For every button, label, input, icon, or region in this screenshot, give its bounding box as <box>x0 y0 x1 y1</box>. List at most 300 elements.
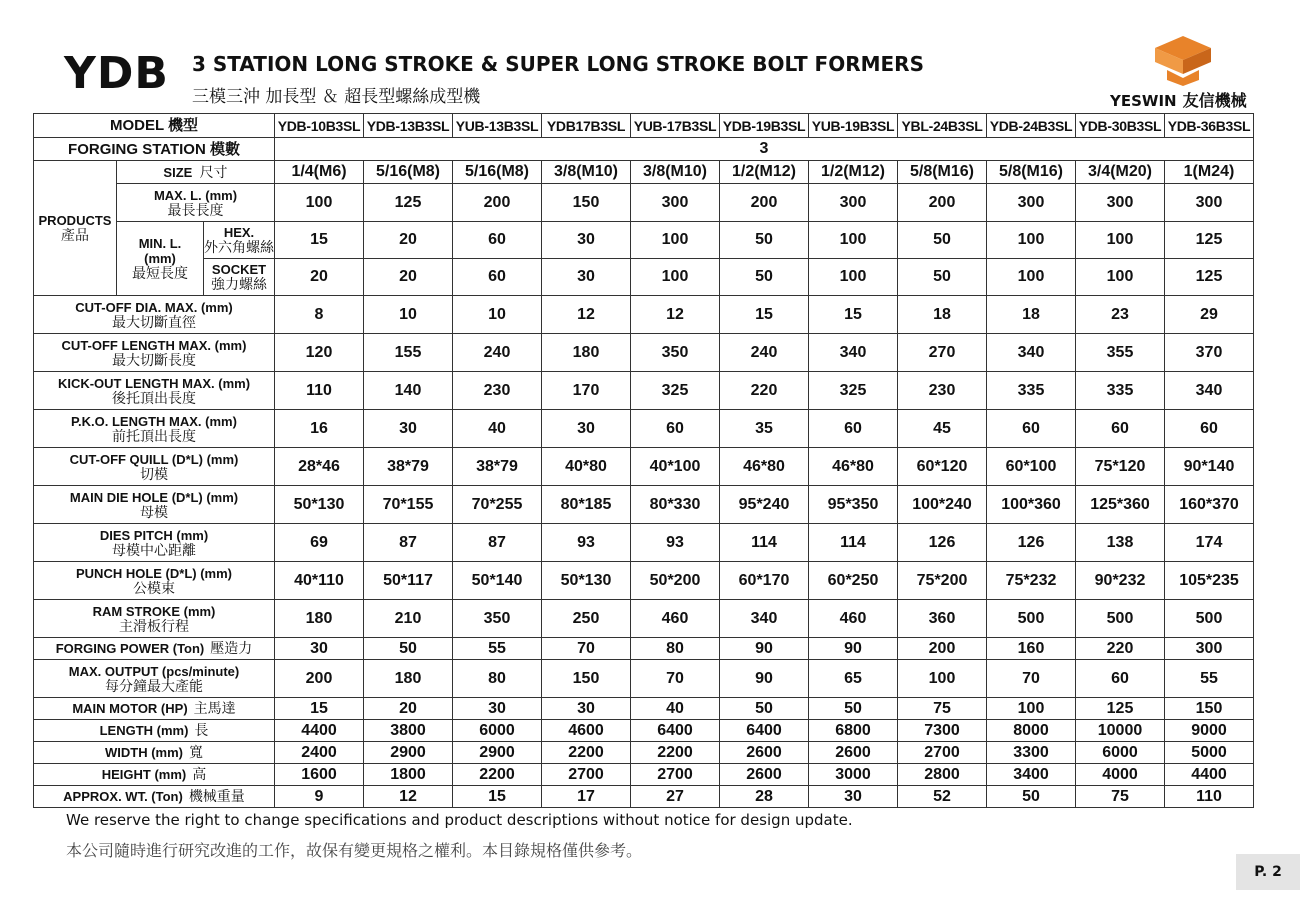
size-cell-2: 5/16(M8) <box>364 161 453 184</box>
max-l-cell-1: 100 <box>275 184 364 222</box>
spec-row-label-zh: 公模束 <box>133 579 175 596</box>
spec-row-label-zh: 每分鐘最大產能 <box>105 677 203 694</box>
spec-row <box>34 660 1300 698</box>
spec-cell-10: 138 <box>1076 524 1165 562</box>
spec-row-label-en: MAIN DIE HOLE (D*L) (mm) <box>69 489 239 505</box>
spec-cell-3: 50*140 <box>453 562 542 600</box>
spec-cell-8: 100 <box>898 660 987 698</box>
spec-row <box>34 296 1300 334</box>
spec-cell-11: 105*235 <box>1165 562 1254 600</box>
hex-label-zh: 外六角螺絲 <box>204 239 274 255</box>
spec-cell-9: 160 <box>987 638 1076 660</box>
size-label-zh: 尺寸 <box>199 163 228 180</box>
spec-cell-4: 93 <box>542 524 631 562</box>
spec-cell-11: 110 <box>1165 786 1254 808</box>
spec-cell-11: 5000 <box>1165 742 1254 764</box>
spec-row <box>34 638 1300 660</box>
spec-cell-7: 60 <box>809 410 898 448</box>
spec-cell-8: 270 <box>898 334 987 372</box>
size-label <box>117 161 275 184</box>
hex-cell-2: 20 <box>364 222 453 259</box>
spec-row-label <box>34 720 275 742</box>
socket-cell-10: 100 <box>1076 259 1165 296</box>
spec-cell-3: 240 <box>453 334 542 372</box>
spec-cell-10: 75 <box>1076 786 1165 808</box>
spec-cell-6: 240 <box>720 334 809 372</box>
spec-cell-6: 50 <box>720 698 809 720</box>
spec-cell-10: 4000 <box>1076 764 1165 786</box>
spec-row <box>34 562 1300 600</box>
page-title: 3 STATION LONG STROKE & SUPER LONG STROKE BOLT FORMERS <box>192 52 924 76</box>
spec-cell-11: 55 <box>1165 660 1254 698</box>
spec-cell-4: 30 <box>542 410 631 448</box>
yeswin-logo-icon <box>1153 34 1213 86</box>
spec-cell-3: 70*255 <box>453 486 542 524</box>
socket-cell-5: 100 <box>631 259 720 296</box>
spec-row-label-zh: 切模 <box>140 465 168 482</box>
spec-cell-2: 210 <box>364 600 453 638</box>
spec-cell-10: 60 <box>1076 660 1165 698</box>
spec-cell-1: 1600 <box>275 764 364 786</box>
size-cell-9: 5/8(M16) <box>987 161 1076 184</box>
spec-cell-2: 10 <box>364 296 453 334</box>
spec-cell-5: 12 <box>631 296 720 334</box>
spec-cell-11: 60 <box>1165 410 1254 448</box>
socket-cell-8: 50 <box>898 259 987 296</box>
spec-row-label-en: FORGING POWER (Ton) <box>55 641 205 656</box>
spec-row-label-en: P.K.O. LENGTH MAX. (mm) <box>71 413 237 429</box>
spec-cell-5: 70 <box>631 660 720 698</box>
model-header-1: YDB-10B3SL <box>275 114 364 138</box>
spec-row-label <box>34 296 275 334</box>
spec-cell-10: 500 <box>1076 600 1165 638</box>
spec-table <box>33 113 1300 808</box>
spec-cell-4: 4600 <box>542 720 631 742</box>
disclaimer-en: We reserve the right to change specifications and product descriptions without notice for design update. <box>66 811 853 829</box>
socket-label <box>204 259 275 296</box>
spec-cell-10: 10000 <box>1076 720 1165 742</box>
spec-row-label-zh: 主馬達 <box>193 700 236 716</box>
spec-row-label-en: MAX. OUTPUT (pcs/minute) <box>68 663 240 679</box>
spec-cell-5: 40 <box>631 698 720 720</box>
spec-cell-10: 75*120 <box>1076 448 1165 486</box>
max-l-label-en: MAX. L. (mm) <box>153 187 238 203</box>
size-cell-4: 3/8(M10) <box>542 161 631 184</box>
spec-cell-1: 8 <box>275 296 364 334</box>
spec-cell-8: 75*200 <box>898 562 987 600</box>
spec-cell-9: 75*232 <box>987 562 1076 600</box>
spec-cell-5: 80*330 <box>631 486 720 524</box>
max-l-cell-7: 300 <box>809 184 898 222</box>
spec-cell-2: 180 <box>364 660 453 698</box>
socket-cell-4: 30 <box>542 259 631 296</box>
max-l-cell-8: 200 <box>898 184 987 222</box>
spec-row-label-zh: 前托頂出長度 <box>112 427 196 444</box>
spec-cell-10: 335 <box>1076 372 1165 410</box>
spec-cell-1: 30 <box>275 638 364 660</box>
spec-cell-6: 95*240 <box>720 486 809 524</box>
spec-cell-9: 335 <box>987 372 1076 410</box>
socket-label-en: SOCKET <box>211 262 267 277</box>
spec-cell-10: 6000 <box>1076 742 1165 764</box>
min-l-label-zh: 最短長度 <box>132 265 188 281</box>
spec-cell-1: 110 <box>275 372 364 410</box>
spec-cell-7: 90 <box>809 638 898 660</box>
company-name-zh: 友信機械 <box>1182 91 1247 110</box>
spec-cell-4: 12 <box>542 296 631 334</box>
spec-cell-8: 2700 <box>898 742 987 764</box>
socket-label-zh: 強力螺絲 <box>211 276 267 292</box>
spec-cell-4: 40*80 <box>542 448 631 486</box>
spec-cell-3: 80 <box>453 660 542 698</box>
spec-cell-2: 20 <box>364 698 453 720</box>
spec-cell-5: 6400 <box>631 720 720 742</box>
spec-cell-6: 114 <box>720 524 809 562</box>
spec-cell-8: 45 <box>898 410 987 448</box>
spec-row-label-en: MAIN MOTOR (HP) <box>72 701 188 716</box>
socket-cell-1: 20 <box>275 259 364 296</box>
spec-cell-8: 2800 <box>898 764 987 786</box>
spec-cell-3: 87 <box>453 524 542 562</box>
spec-row-label-en: KICK-OUT LENGTH MAX. (mm) <box>57 375 251 391</box>
spec-cell-9: 3300 <box>987 742 1076 764</box>
max-l-cell-10: 300 <box>1076 184 1165 222</box>
spec-row <box>34 600 1300 638</box>
max-l-cell-5: 300 <box>631 184 720 222</box>
spec-cell-10: 125*360 <box>1076 486 1165 524</box>
spec-cell-4: 150 <box>542 660 631 698</box>
spec-row-label <box>34 410 275 448</box>
spec-row <box>34 372 1300 410</box>
max-l-cell-2: 125 <box>364 184 453 222</box>
spec-cell-5: 2700 <box>631 764 720 786</box>
spec-cell-3: 2900 <box>453 742 542 764</box>
spec-cell-4: 180 <box>542 334 631 372</box>
spec-row-label <box>34 486 275 524</box>
spec-cell-4: 80*185 <box>542 486 631 524</box>
spec-cell-8: 18 <box>898 296 987 334</box>
spec-cell-4: 2700 <box>542 764 631 786</box>
model-header-4: YDB17B3SL <box>542 114 631 138</box>
spec-row-label-en: DIES PITCH (mm) <box>99 527 209 543</box>
spec-cell-7: 325 <box>809 372 898 410</box>
spec-cell-5: 27 <box>631 786 720 808</box>
spec-cell-2: 12 <box>364 786 453 808</box>
spec-row-label-en: CUT-OFF QUILL (D*L) (mm) <box>69 451 239 467</box>
size-cell-11: 1(M24) <box>1165 161 1254 184</box>
hex-cell-10: 100 <box>1076 222 1165 259</box>
spec-cell-11: 370 <box>1165 334 1254 372</box>
spec-cell-1: 50*130 <box>275 486 364 524</box>
socket-cell-11: 125 <box>1165 259 1254 296</box>
model-header-10: YDB-30B3SL <box>1076 114 1165 138</box>
spec-cell-6: 46*80 <box>720 448 809 486</box>
max-l-cell-6: 200 <box>720 184 809 222</box>
spec-cell-2: 38*79 <box>364 448 453 486</box>
spec-cell-6: 90 <box>720 660 809 698</box>
hex-cell-9: 100 <box>987 222 1076 259</box>
page-number: P. 2 <box>1236 854 1300 890</box>
spec-cell-2: 87 <box>364 524 453 562</box>
spec-cell-7: 6800 <box>809 720 898 742</box>
spec-cell-9: 100 <box>987 698 1076 720</box>
socket-cell-2: 20 <box>364 259 453 296</box>
spec-cell-4: 250 <box>542 600 631 638</box>
hex-cell-6: 50 <box>720 222 809 259</box>
spec-row-label-zh: 壓造力 <box>210 640 253 656</box>
spec-row <box>34 486 1300 524</box>
spec-row-label-zh: 寬 <box>189 744 203 760</box>
spec-cell-10: 90*232 <box>1076 562 1165 600</box>
spec-cell-8: 126 <box>898 524 987 562</box>
max-l-cell-9: 300 <box>987 184 1076 222</box>
spec-cell-11: 9000 <box>1165 720 1254 742</box>
spec-cell-7: 50 <box>809 698 898 720</box>
max-l-cell-3: 200 <box>453 184 542 222</box>
hex-row <box>34 222 1300 259</box>
spec-cell-9: 50 <box>987 786 1076 808</box>
socket-row <box>34 259 1300 296</box>
spec-cell-5: 80 <box>631 638 720 660</box>
spec-cell-9: 18 <box>987 296 1076 334</box>
spec-cell-5: 60 <box>631 410 720 448</box>
spec-cell-2: 50*117 <box>364 562 453 600</box>
model-header-5: YUB-17B3SL <box>631 114 720 138</box>
spec-cell-7: 60*250 <box>809 562 898 600</box>
size-cell-5: 3/8(M10) <box>631 161 720 184</box>
spec-cell-2: 2900 <box>364 742 453 764</box>
spec-cell-11: 90*140 <box>1165 448 1254 486</box>
spec-row <box>34 334 1300 372</box>
spec-cell-2: 1800 <box>364 764 453 786</box>
disclaimer-zh: 本公司隨時進行研究改進的工作，故保有變更規格之權利。本目錄規格僅供參考。 <box>66 841 643 860</box>
spec-cell-7: 30 <box>809 786 898 808</box>
spec-row-label-zh: 母模中心距離 <box>112 541 196 558</box>
spec-cell-3: 55 <box>453 638 542 660</box>
spec-cell-2: 70*155 <box>364 486 453 524</box>
spec-row-label <box>34 600 275 638</box>
spec-row-label-zh: 機械重量 <box>188 788 245 804</box>
spec-cell-5: 350 <box>631 334 720 372</box>
model-header-3: YUB-13B3SL <box>453 114 542 138</box>
model-header-6: YDB-19B3SL <box>720 114 809 138</box>
spec-cell-1: 28*46 <box>275 448 364 486</box>
forging-station-value: 3 <box>275 138 1254 161</box>
spec-cell-8: 75 <box>898 698 987 720</box>
spec-row-label-en: RAM STROKE (mm) <box>92 603 216 619</box>
spec-cell-10: 23 <box>1076 296 1165 334</box>
spec-cell-1: 4400 <box>275 720 364 742</box>
spec-row-label-zh: 主滑板行程 <box>119 617 189 634</box>
spec-cell-7: 460 <box>809 600 898 638</box>
spec-cell-4: 17 <box>542 786 631 808</box>
spec-row-label-zh: 高 <box>192 766 207 782</box>
spec-row-label-en: WIDTH (mm) <box>105 745 183 760</box>
min-l-unit: (mm) <box>144 251 176 266</box>
spec-cell-1: 15 <box>275 698 364 720</box>
spec-cell-10: 355 <box>1076 334 1165 372</box>
spec-cell-1: 9 <box>275 786 364 808</box>
max-l-label <box>117 184 275 222</box>
size-cell-6: 1/2(M12) <box>720 161 809 184</box>
model-label: MODEL 機型 <box>34 114 275 138</box>
spec-cell-1: 180 <box>275 600 364 638</box>
spec-cell-9: 8000 <box>987 720 1076 742</box>
size-cell-8: 5/8(M16) <box>898 161 987 184</box>
spec-cell-7: 3000 <box>809 764 898 786</box>
spec-cell-3: 10 <box>453 296 542 334</box>
size-cell-1: 1/4(M6) <box>275 161 364 184</box>
spec-cell-3: 40 <box>453 410 542 448</box>
spec-row-label <box>34 372 275 410</box>
spec-cell-9: 100*360 <box>987 486 1076 524</box>
products-label <box>34 161 117 296</box>
spec-cell-3: 350 <box>453 600 542 638</box>
spec-cell-6: 220 <box>720 372 809 410</box>
hex-cell-3: 60 <box>453 222 542 259</box>
spec-cell-7: 2600 <box>809 742 898 764</box>
spec-cell-5: 460 <box>631 600 720 638</box>
spec-cell-11: 300 <box>1165 638 1254 660</box>
spec-cell-1: 69 <box>275 524 364 562</box>
size-cell-10: 3/4(M20) <box>1076 161 1165 184</box>
spec-cell-2: 50 <box>364 638 453 660</box>
spec-cell-4: 2200 <box>542 742 631 764</box>
spec-row <box>34 720 1300 742</box>
max-l-row <box>34 184 1300 222</box>
model-header-9: YDB-24B3SL <box>987 114 1076 138</box>
spec-cell-10: 60 <box>1076 410 1165 448</box>
spec-cell-4: 70 <box>542 638 631 660</box>
spec-row <box>34 786 1300 808</box>
spec-row-label-en: CUT-OFF DIA. MAX. (mm) <box>75 299 233 315</box>
size-row <box>34 161 1300 184</box>
hex-cell-1: 15 <box>275 222 364 259</box>
spec-cell-8: 60*120 <box>898 448 987 486</box>
spec-cell-11: 29 <box>1165 296 1254 334</box>
spec-cell-7: 114 <box>809 524 898 562</box>
spec-cell-8: 360 <box>898 600 987 638</box>
spec-row-label <box>34 786 275 808</box>
spec-cell-9: 60*100 <box>987 448 1076 486</box>
spec-cell-6: 35 <box>720 410 809 448</box>
spec-cell-3: 30 <box>453 698 542 720</box>
spec-row-label-zh: 最大切斷長度 <box>112 351 196 368</box>
spec-row-label <box>34 698 275 720</box>
spec-cell-1: 16 <box>275 410 364 448</box>
spec-cell-11: 500 <box>1165 600 1254 638</box>
spec-row-label <box>34 660 275 698</box>
spec-row-label <box>34 562 275 600</box>
spec-cell-9: 70 <box>987 660 1076 698</box>
spec-row-label <box>34 764 275 786</box>
spec-cell-2: 30 <box>364 410 453 448</box>
spec-row <box>34 448 1300 486</box>
spec-cell-7: 95*350 <box>809 486 898 524</box>
spec-cell-7: 46*80 <box>809 448 898 486</box>
model-header-2: YDB-13B3SL <box>364 114 453 138</box>
spec-cell-5: 325 <box>631 372 720 410</box>
spec-row-label-en: APPROX. WT. (Ton) <box>63 789 183 804</box>
spec-row <box>34 764 1300 786</box>
hex-cell-11: 125 <box>1165 222 1254 259</box>
spec-row <box>34 524 1300 562</box>
max-l-cell-11: 300 <box>1165 184 1254 222</box>
spec-cell-3: 38*79 <box>453 448 542 486</box>
spec-row-label <box>34 524 275 562</box>
spec-cell-2: 155 <box>364 334 453 372</box>
spec-cell-6: 340 <box>720 600 809 638</box>
spec-cell-8: 7300 <box>898 720 987 742</box>
spec-cell-6: 90 <box>720 638 809 660</box>
spec-cell-11: 4400 <box>1165 764 1254 786</box>
model-header-11: YDB-36B3SL <box>1165 114 1254 138</box>
products-label-zh: 產品 <box>61 227 89 243</box>
socket-cell-3: 60 <box>453 259 542 296</box>
spec-cell-5: 40*100 <box>631 448 720 486</box>
spec-cell-1: 200 <box>275 660 364 698</box>
hex-cell-5: 100 <box>631 222 720 259</box>
spec-cell-11: 174 <box>1165 524 1254 562</box>
spec-cell-4: 30 <box>542 698 631 720</box>
spec-cell-8: 100*240 <box>898 486 987 524</box>
spec-row-label-zh: 最大切斷直徑 <box>112 313 196 330</box>
spec-cell-1: 120 <box>275 334 364 372</box>
spec-row-label-zh: 後托頂出長度 <box>112 389 196 406</box>
spec-cell-3: 2200 <box>453 764 542 786</box>
size-cell-7: 1/2(M12) <box>809 161 898 184</box>
hex-label-en: HEX. <box>223 225 255 240</box>
spec-row-label <box>34 742 275 764</box>
socket-cell-9: 100 <box>987 259 1076 296</box>
spec-cell-4: 170 <box>542 372 631 410</box>
spec-cell-1: 2400 <box>275 742 364 764</box>
spec-cell-1: 40*110 <box>275 562 364 600</box>
spec-cell-8: 52 <box>898 786 987 808</box>
spec-cell-5: 2200 <box>631 742 720 764</box>
spec-row-label <box>34 448 275 486</box>
spec-cell-5: 93 <box>631 524 720 562</box>
model-row <box>34 114 1300 138</box>
spec-cell-6: 2600 <box>720 764 809 786</box>
spec-row-label-zh: 母模 <box>140 503 168 520</box>
spec-cell-10: 125 <box>1076 698 1165 720</box>
spec-cell-11: 340 <box>1165 372 1254 410</box>
max-l-cell-4: 150 <box>542 184 631 222</box>
forging-station-label: FORGING STATION 模數 <box>34 138 275 161</box>
size-label-en: SIZE <box>163 164 193 180</box>
spec-cell-11: 160*370 <box>1165 486 1254 524</box>
max-l-label-zh: 最長長度 <box>167 201 224 218</box>
model-header-8: YBL-24B3SL <box>898 114 987 138</box>
spec-cell-10: 220 <box>1076 638 1165 660</box>
spec-cell-11: 150 <box>1165 698 1254 720</box>
spec-row-label-en: LENGTH (mm) <box>99 723 189 738</box>
spec-row-label <box>34 638 275 660</box>
spec-cell-4: 50*130 <box>542 562 631 600</box>
hex-cell-8: 50 <box>898 222 987 259</box>
spec-cell-7: 15 <box>809 296 898 334</box>
spec-row-label-en: HEIGHT (mm) <box>101 767 187 782</box>
company-name-en: YESWIN <box>1110 92 1177 110</box>
company-name <box>1110 88 1247 111</box>
size-cell-3: 5/16(M8) <box>453 161 542 184</box>
hex-label <box>204 222 275 259</box>
spec-row-label-en: PUNCH HOLE (D*L) (mm) <box>76 565 232 581</box>
spec-cell-6: 60*170 <box>720 562 809 600</box>
model-header-7: YUB-19B3SL <box>809 114 898 138</box>
spec-cell-3: 6000 <box>453 720 542 742</box>
